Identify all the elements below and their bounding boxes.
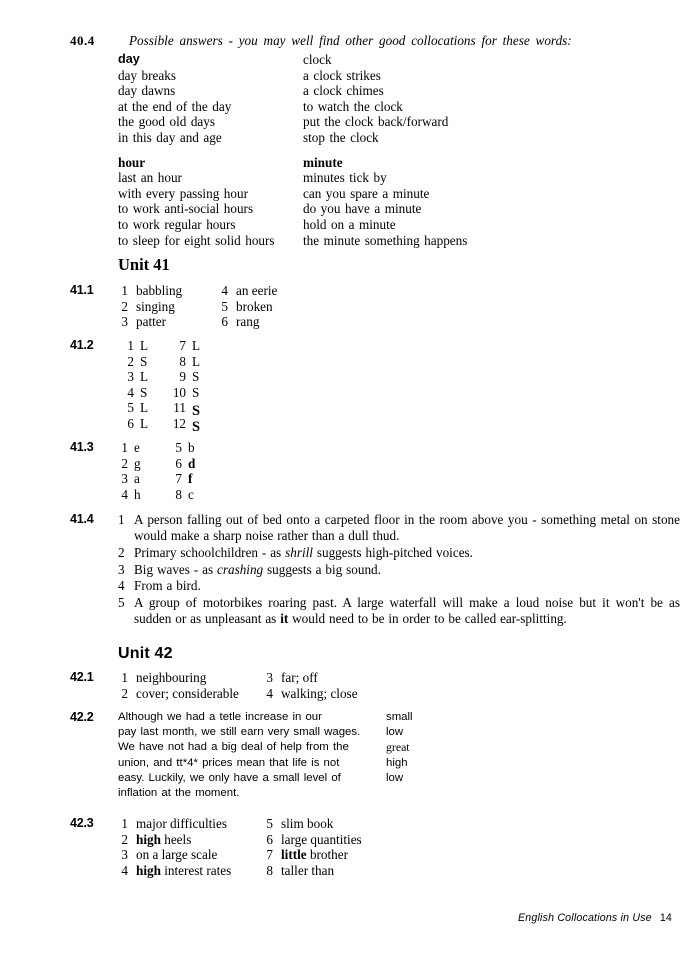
exercise-40-4 xyxy=(70,33,670,248)
answer-value: S xyxy=(192,384,200,400)
answer-index: 3 xyxy=(121,314,128,330)
answer-index: 7 xyxy=(175,471,182,487)
answer-row xyxy=(172,487,195,503)
gapfill-line: pay last month, we still earn very small wages. xyxy=(118,726,361,739)
gapfill-line: easy. Luckily, we only have a small level of xyxy=(118,771,341,784)
answer-value: rang xyxy=(236,314,260,330)
answer-row xyxy=(263,847,362,863)
book-title: English Collocations in Use xyxy=(518,912,652,924)
answer-index: 4 xyxy=(266,685,273,701)
answer-plain-part: slim book xyxy=(281,816,334,831)
collocation-item: hold on a minute xyxy=(303,216,396,232)
gapfill-answers xyxy=(386,710,530,801)
collocation-item: a clock chimes xyxy=(303,83,384,99)
answer-plain-part: large quantities xyxy=(281,831,362,847)
gapfill-answer: small xyxy=(386,711,413,723)
answer-column-left xyxy=(118,338,170,432)
answer-row xyxy=(118,670,263,686)
answer-value: L xyxy=(140,338,149,353)
collocation-item: to sleep for eight solid hours xyxy=(118,232,275,248)
answer-value: walking; close xyxy=(281,685,358,701)
answer-value: an eerie xyxy=(236,283,278,298)
collocation-heading-clock: clock xyxy=(303,52,332,67)
answer-value xyxy=(128,863,231,879)
collocation-item: day breaks xyxy=(118,67,176,83)
answer-index: 7 xyxy=(266,847,273,863)
answer-index: 5 xyxy=(127,400,134,416)
answer-index: 5 xyxy=(175,440,182,455)
gapfill-line: Although we had a tetle increase in our xyxy=(118,711,322,723)
exercise-41-3 xyxy=(70,440,370,502)
answer-index: 1 xyxy=(127,338,134,353)
unit-heading-41: Unit 41 xyxy=(118,255,170,274)
collocation-column-minute xyxy=(303,155,670,249)
answer-row xyxy=(118,385,170,401)
exercise-42-3-body xyxy=(118,816,530,878)
prose-text: From a bird. xyxy=(134,578,201,594)
exercise-number-41-4: 41.4 xyxy=(70,512,94,526)
answer-row xyxy=(170,354,200,370)
answer-value: a xyxy=(134,471,140,487)
exercise-41-4-body xyxy=(118,512,680,628)
prose-item xyxy=(118,562,680,578)
exercise-40-4-body xyxy=(118,33,670,248)
answer-value: babbling xyxy=(136,283,183,298)
answer-row xyxy=(263,863,362,879)
collocation-item: at the end of the day xyxy=(118,98,232,114)
collocation-item: to work regular hours xyxy=(118,216,236,232)
answer-plain-part: major difficulties xyxy=(136,816,227,831)
exercise-40-4-instruction: Possible answers - you may well find other good collocations for these words: xyxy=(129,33,572,48)
answer-index: 1 xyxy=(121,283,128,298)
collocation-item: to watch the clock xyxy=(303,98,403,114)
exercise-number-42-2: 42.2 xyxy=(70,710,94,724)
exercise-42-1-body xyxy=(118,670,490,701)
collocation-item: stop the clock xyxy=(303,129,379,145)
exercise-number-41-3: 41.3 xyxy=(70,440,94,454)
collocation-item: can you spare a minute xyxy=(303,185,430,201)
answer-value xyxy=(128,816,227,832)
gapfill-container xyxy=(118,710,530,801)
answer-value xyxy=(273,847,348,863)
answer-index: 5 xyxy=(266,816,273,831)
gapfill-answer: high xyxy=(386,756,408,769)
answer-row xyxy=(118,456,172,472)
answer-row xyxy=(118,369,170,385)
gapfill-answer: low xyxy=(386,726,404,739)
collocation-item: day dawns xyxy=(118,83,176,99)
collocation-item: last an hour xyxy=(118,170,182,186)
answer-index: 3 xyxy=(121,847,128,863)
answer-value xyxy=(273,816,333,832)
answer-index: 3 xyxy=(121,471,128,487)
prose-text: A group of motorbikes roaring past. A large waterfall will make a loud noise but it won't be as sudden or as unpleasant as it would need to be in order to be called ear-splitting. xyxy=(134,595,680,627)
answer-index: 10 xyxy=(172,384,186,400)
answer-index: 8 xyxy=(175,486,182,502)
answer-value: neighbouring xyxy=(136,670,207,685)
exercise-number-41-1: 41.1 xyxy=(70,283,94,297)
exercise-number-40-4: 40.4 xyxy=(70,33,95,48)
answer-grid xyxy=(118,338,370,435)
prose-item xyxy=(118,578,680,594)
answer-value: h xyxy=(134,486,141,502)
answer-value: L xyxy=(140,369,149,385)
gapfill-line: inflation at the moment. xyxy=(118,787,240,800)
answer-column-right xyxy=(263,670,358,701)
answer-value: S xyxy=(140,384,148,400)
answer-value: singing xyxy=(136,298,175,314)
collocation-item: minutes tick by xyxy=(303,170,387,186)
exercise-number-41-2: 41.2 xyxy=(70,338,94,352)
answer-row xyxy=(172,440,195,456)
answer-row xyxy=(170,338,200,354)
answer-value xyxy=(273,832,362,848)
answer-value: L xyxy=(140,415,149,431)
answer-index: 2 xyxy=(121,685,128,701)
answer-bold-part: high xyxy=(136,862,161,878)
exercise-42-2 xyxy=(70,710,530,801)
exercise-41-3-body xyxy=(118,440,370,502)
unit-heading-42: Unit 42 xyxy=(118,645,173,662)
gapfill-answer: great xyxy=(386,740,410,755)
answer-plain-part: taller than xyxy=(281,862,335,878)
answer-value xyxy=(128,832,191,848)
answer-index: 2 xyxy=(121,455,128,471)
exercise-number-42-3: 42.3 xyxy=(70,816,94,830)
answer-column-right xyxy=(170,338,201,435)
exercise-42-3 xyxy=(70,816,530,878)
collocation-heading-minute: minute xyxy=(303,154,343,170)
collocation-pair-hour-minute xyxy=(118,155,670,249)
spacer xyxy=(118,146,670,155)
answer-value: f xyxy=(188,471,193,487)
answer-index: 2 xyxy=(127,353,134,369)
collocation-item: the minute something happens xyxy=(303,232,468,248)
answer-grid xyxy=(118,670,490,701)
prose-index: 4 xyxy=(118,578,125,594)
answer-value: S xyxy=(192,418,201,435)
answer-value: d xyxy=(188,455,196,471)
answer-column-right xyxy=(172,440,195,502)
answer-row xyxy=(172,456,195,472)
answer-row xyxy=(172,471,195,487)
answer-grid xyxy=(118,283,490,330)
answer-row xyxy=(118,863,263,879)
answer-row xyxy=(263,670,358,686)
answer-plain-part: on a large scale xyxy=(136,847,218,863)
answer-value: g xyxy=(134,455,141,471)
collocation-item: put the clock back/forward xyxy=(303,114,449,130)
answer-row xyxy=(263,816,362,832)
answer-row xyxy=(118,416,170,432)
answer-index: 3 xyxy=(127,369,134,385)
gapfill-line: union, and tt*4* prices mean that life is not xyxy=(118,756,340,769)
collocation-item: to work anti-social hours xyxy=(118,201,254,217)
answer-index: 8 xyxy=(266,862,273,878)
gapfill-passage xyxy=(118,710,386,801)
collocation-column-hour xyxy=(118,155,303,249)
answer-value xyxy=(273,863,334,879)
collocation-item: with every passing hour xyxy=(118,185,248,201)
answer-row xyxy=(118,354,170,370)
exercise-41-4 xyxy=(70,512,680,628)
exercise-42-2-body xyxy=(118,710,530,801)
answer-row xyxy=(118,283,218,299)
collocation-pair-day-clock xyxy=(118,52,670,146)
prose-index: 3 xyxy=(118,561,125,577)
answer-grid xyxy=(118,816,530,878)
prose-item xyxy=(118,545,680,561)
prose-text: Primary schoolchildren - as shrill suggests high-pitched voices. xyxy=(134,544,473,560)
answer-row xyxy=(218,314,277,330)
prose-text: A person falling out of bed onto a carpeted floor in the room above you - something metal on stone would make a sharp noise rather than a dull thud. xyxy=(134,512,680,544)
answer-row xyxy=(170,369,200,385)
exercise-41-2-body xyxy=(118,338,370,435)
answer-index: 1 xyxy=(121,670,128,685)
answer-value: L xyxy=(140,400,149,416)
answer-row xyxy=(218,299,277,315)
answer-column-left xyxy=(118,440,172,502)
answer-row xyxy=(263,686,358,702)
answer-index: 11 xyxy=(173,400,186,416)
answer-row xyxy=(118,299,218,315)
exercise-42-1 xyxy=(70,670,490,701)
answer-row xyxy=(218,283,277,299)
page-footer xyxy=(518,912,672,924)
answer-column-left xyxy=(118,816,263,878)
answer-column-left xyxy=(118,283,218,330)
answer-value: patter xyxy=(136,314,167,330)
prose-item xyxy=(118,512,680,544)
prose-index: 5 xyxy=(118,595,125,611)
answer-plain-part: heels xyxy=(160,831,192,847)
exercise-number-42-1: 42.1 xyxy=(70,670,94,684)
answer-row xyxy=(118,314,218,330)
exercise-41-1-body xyxy=(118,283,490,330)
answer-row xyxy=(118,816,263,832)
answer-row xyxy=(118,338,170,354)
answer-bold-part: high xyxy=(136,831,161,847)
answer-bold-part: little xyxy=(281,847,307,863)
answer-index: 1 xyxy=(121,816,128,831)
answer-value xyxy=(128,847,217,863)
answer-column-right xyxy=(218,283,277,330)
answer-row xyxy=(118,686,263,702)
answer-row xyxy=(118,440,172,456)
answer-index: 8 xyxy=(179,353,186,369)
gapfill-answer: low xyxy=(386,771,404,784)
answer-value: S xyxy=(140,353,148,369)
answer-row xyxy=(118,400,170,416)
prose-text: Big waves - as crashing suggests a big sound. xyxy=(134,561,381,577)
answer-index: 6 xyxy=(175,455,182,471)
page-number: 14 xyxy=(659,912,672,924)
answer-value: L xyxy=(192,353,201,369)
answer-value: e xyxy=(134,440,140,455)
answer-plain-part: brother xyxy=(306,847,349,863)
collocation-column-clock xyxy=(303,52,670,146)
answer-grid xyxy=(118,440,370,502)
collocation-item: a clock strikes xyxy=(303,67,381,83)
answer-index: 2 xyxy=(121,831,128,847)
answer-column-right xyxy=(263,816,362,878)
answer-row xyxy=(118,832,263,848)
prose-index: 1 xyxy=(118,512,125,527)
exercise-41-1 xyxy=(70,283,490,330)
answer-index: 2 xyxy=(121,298,128,314)
answer-row xyxy=(263,832,362,848)
answer-row xyxy=(118,847,263,863)
answer-index: 6 xyxy=(221,314,228,330)
answer-index: 7 xyxy=(179,338,186,353)
answer-value: broken xyxy=(236,298,273,314)
collocation-heading-hour: hour xyxy=(118,154,146,170)
collocation-item: do you have a minute xyxy=(303,201,422,217)
collocation-item: the good old days xyxy=(118,114,216,130)
prose-index: 2 xyxy=(118,544,125,560)
answer-row xyxy=(118,471,172,487)
collocation-item: in this day and age xyxy=(118,129,222,145)
answer-value: c xyxy=(188,486,194,502)
exercise-41-2 xyxy=(70,338,370,435)
answer-index: 4 xyxy=(121,486,128,502)
answer-index: 6 xyxy=(127,415,134,431)
answer-row xyxy=(170,385,200,401)
answer-index: 1 xyxy=(121,440,128,455)
answer-index: 3 xyxy=(266,670,273,685)
answer-value: S xyxy=(192,369,200,385)
answer-index: 4 xyxy=(127,384,134,400)
answer-index: 12 xyxy=(172,415,186,431)
answer-value: far; off xyxy=(281,670,318,685)
answer-plain-part: interest rates xyxy=(160,862,232,878)
answer-index: 4 xyxy=(121,862,128,878)
answer-index: 6 xyxy=(266,831,273,847)
answer-value: L xyxy=(192,338,201,353)
answer-index: 4 xyxy=(221,283,228,298)
answer-index: 9 xyxy=(179,369,186,385)
prose-item xyxy=(118,595,680,627)
collocation-heading-day: day xyxy=(118,52,140,66)
answer-value: cover; considerable xyxy=(136,685,239,701)
collocation-column-day xyxy=(118,52,303,146)
answer-value: b xyxy=(188,440,195,455)
gapfill-line: We have not had a big deal of help from the xyxy=(118,741,349,754)
answer-value: S xyxy=(192,403,201,420)
answer-column-left xyxy=(118,670,263,701)
answer-row xyxy=(170,400,201,420)
answer-row xyxy=(118,487,172,503)
answer-index: 5 xyxy=(221,298,228,314)
